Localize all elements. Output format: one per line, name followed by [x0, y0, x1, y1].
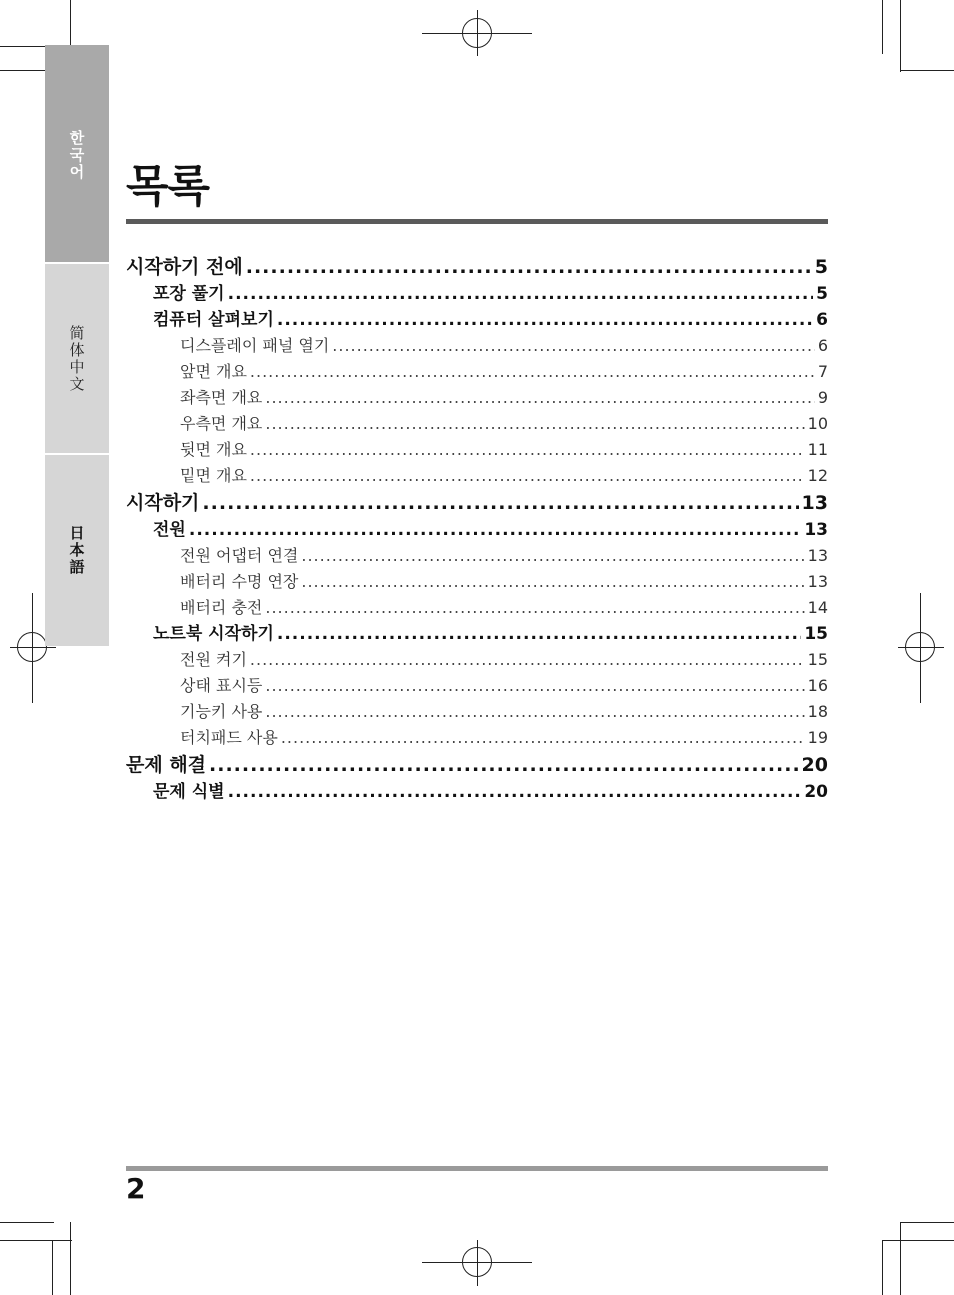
footer-divider — [126, 1166, 828, 1171]
tab-korean[interactable] — [45, 45, 109, 264]
page-number: 2 — [126, 1172, 146, 1205]
toc-entry[interactable]: 전원 ..... 13 — [126, 517, 828, 543]
tab-label: 한국어 — [67, 129, 86, 181]
tab-simplified-chinese[interactable] — [45, 264, 109, 455]
toc-entry[interactable]: 뒷면 개요 ..... 11 — [126, 437, 828, 463]
toc-entry[interactable]: 전원 켜기 ..... 15 — [126, 647, 828, 673]
toc-entry[interactable]: 밑면 개요 ..... 12 — [126, 463, 828, 489]
tab-label: 简体中文 — [67, 324, 86, 393]
toc-entry[interactable]: 디스플레이 패널 열기 ..... 6 — [126, 333, 828, 359]
tab-label: 日本語 — [67, 525, 86, 576]
page-title: 목록 — [126, 161, 210, 212]
toc-entry[interactable]: 상태 표시등 ..... 16 — [126, 673, 828, 699]
toc-entry[interactable]: 문제 식별 ..... 20 — [126, 779, 828, 805]
toc-entry[interactable]: 좌측면 개요 ..... 9 — [126, 385, 828, 411]
toc-entry[interactable]: 포장 풀기 ..... 5 — [126, 281, 828, 307]
toc-entry[interactable]: 시작하기 ..... 13 — [126, 489, 828, 517]
toc-entry[interactable]: 컴퓨터 살펴보기 ..... 6 — [126, 307, 828, 333]
toc-entry[interactable]: 노트북 시작하기 ..... 15 — [126, 621, 828, 647]
toc-entry[interactable]: 전원 어댑터 연결 ..... 13 — [126, 543, 828, 569]
toc-entry[interactable]: 배터리 수명 연장 ..... 13 — [126, 569, 828, 595]
table-of-contents — [126, 253, 828, 805]
tab-japanese[interactable] — [45, 455, 109, 646]
toc-entry[interactable]: 앞면 개요 ..... 7 — [126, 359, 828, 385]
toc-entry[interactable]: 터치패드 사용 ..... 19 — [126, 725, 828, 751]
toc-entry[interactable]: 시작하기 전에 ..... 5 — [126, 253, 828, 281]
toc-entry[interactable]: 문제 해결 ..... 20 — [126, 751, 828, 779]
title-divider — [126, 219, 828, 224]
toc-entry[interactable]: 배터리 충전 ..... 14 — [126, 595, 828, 621]
toc-entry[interactable]: 우측면 개요 ..... 10 — [126, 411, 828, 437]
toc-entry[interactable]: 기능키 사용 ..... 18 — [126, 699, 828, 725]
